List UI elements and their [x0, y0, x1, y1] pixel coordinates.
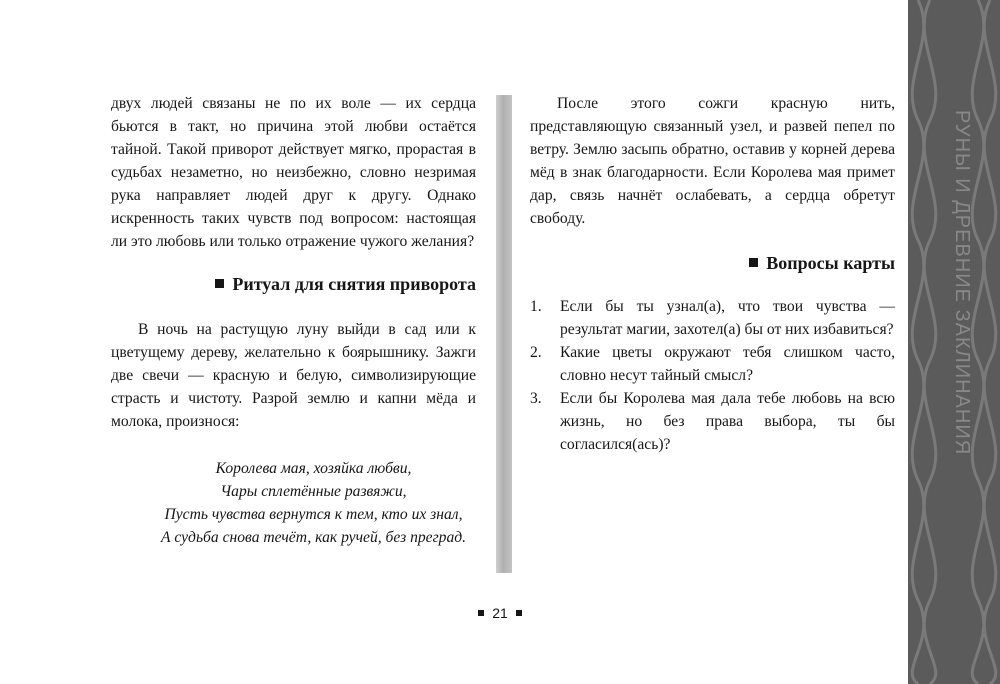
- question-text: Какие цветы окружают тебя слишком часто, словно несут тайный смысл?: [560, 344, 895, 384]
- questions-heading: [530, 252, 895, 275]
- question-number: 1.: [530, 298, 542, 315]
- question-text: Если бы ты узнал(а), что твои чувства — результат магии, захотел(а) бы от них избавиться?: [560, 298, 895, 338]
- right-column: [530, 92, 895, 456]
- heading-bullet-icon: [749, 258, 758, 267]
- poem-line: Чары сплетённые развяжи,: [220, 483, 407, 500]
- ritual-paragraph: В ночь на растущую луну выйди в сад или к цветущему дереву, желательно к боярышнику. Зажги две свечи — красную и белую, символизирующие страсть и чистоту. Разрой землю и капни мёда и молока, произнося:: [111, 321, 476, 430]
- poem-line: Королева мая, хозяйка любви,: [215, 460, 412, 477]
- question-number: 2.: [530, 344, 542, 361]
- page-number-bullet-icon: [478, 610, 484, 616]
- side-tab-title: РУНЫ И ДРЕВНИЕ ЗАКЛИНАНИЯ: [951, 110, 973, 456]
- intro-paragraph: двух людей связаны не по их воле — их сердца бьются в такт, но причина этой любви остаётся тайной. Такой приворот действует мягко, прорастая в судьбах незаметно, но неизбежно, словно незримая рука направляет людей друг к другу. Однако искренность таких чувств под вопросом: настоящая ли это любовь или только отражение чужого желания?: [111, 95, 476, 250]
- question-text: Если бы Королева мая дала тебе любовь на всю жизнь, но без права выбора, ты бы согласился(ась)?: [560, 390, 895, 453]
- page-number-bullet-icon: [516, 610, 522, 616]
- list-item: [530, 341, 895, 387]
- left-column: [111, 92, 476, 549]
- incantation-poem: [111, 457, 476, 549]
- ritual-heading-text: Ритуал для снятия приворота: [232, 274, 476, 294]
- gutter-bar: [496, 95, 512, 573]
- page-number-value: 21: [492, 605, 508, 621]
- closing-paragraph: После этого сожги красную нить, представляющую связанный узел, и развей пепел по ветру. Землю засыпь обратно, оставив у корней дерева мёд в знак благодарности. Если Королева мая примет дар, связь начнёт ослабевать, а сердца обретут свободу.: [530, 95, 895, 227]
- page-number: [0, 605, 1000, 621]
- list-item: [530, 295, 895, 341]
- questions-heading-text: Вопросы карты: [766, 253, 895, 273]
- ritual-heading: [111, 273, 476, 296]
- poem-line: Пусть чувства вернутся к тем, кто их знал,: [164, 506, 463, 523]
- questions-list: [530, 295, 895, 456]
- poem-line: А судьба снова течёт, как ручей, без преград.: [160, 529, 467, 546]
- heading-bullet-icon: [215, 279, 224, 288]
- question-number: 3.: [530, 390, 542, 407]
- list-item: [530, 387, 895, 456]
